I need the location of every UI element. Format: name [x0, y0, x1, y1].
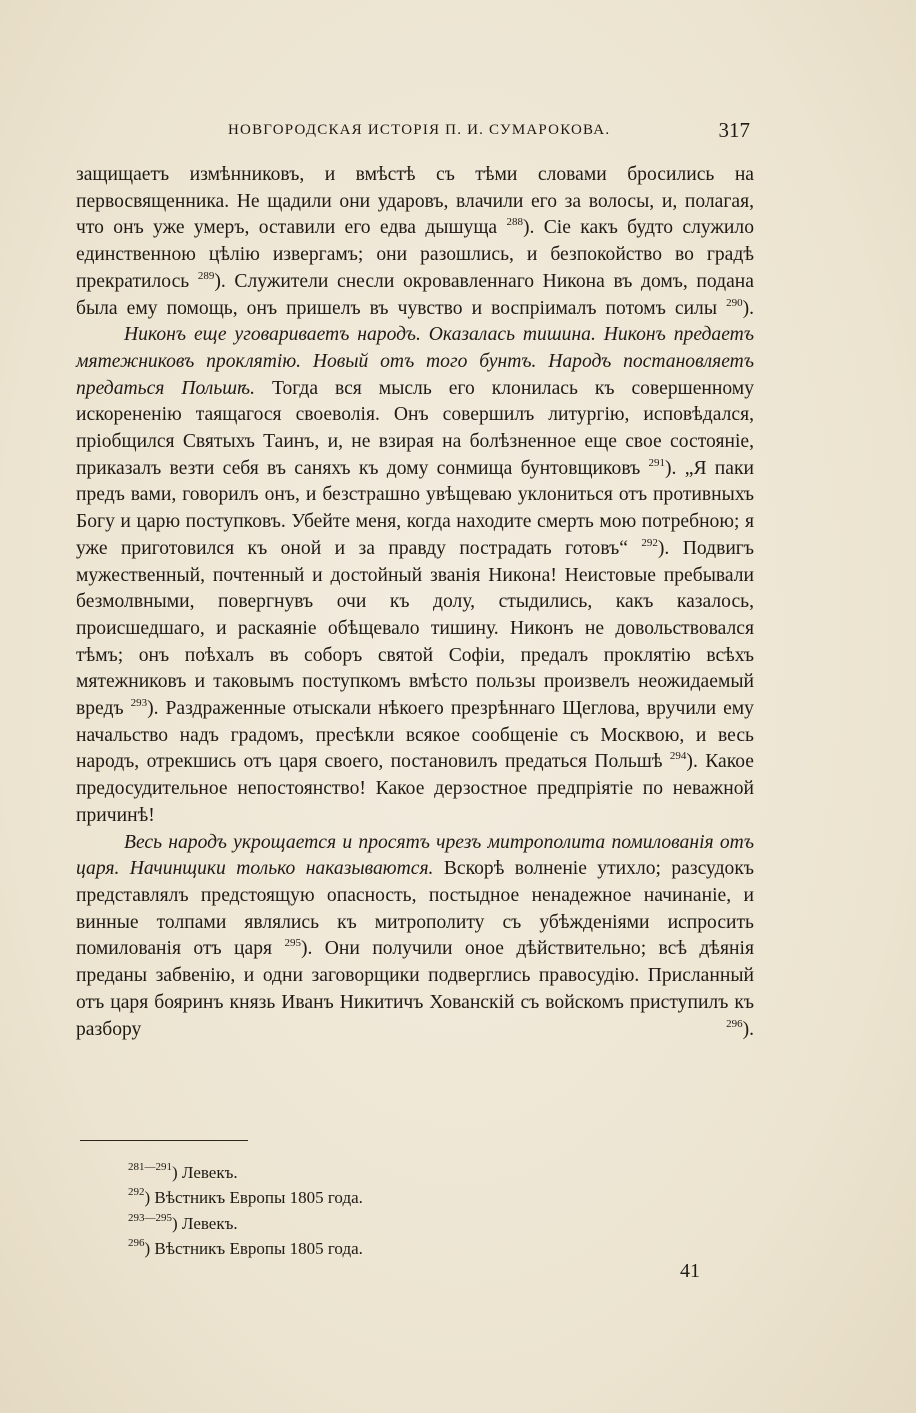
footnote-marker: 290: [726, 296, 743, 309]
footnote-marker: 296: [726, 1017, 743, 1030]
paragraph: [76, 322, 754, 829]
text-run: Тогда вся мысль его клонилась къ совершенному искорененію таящагося своеволія. Онъ совершилъ литургію, исповѣдался, пріобщился Святыхъ Таинъ, и, не взирая на болѣзненное еще свое состояніе, приказалъ везти себя въ саняхъ къ дому сонмища бунтовщиковъ: [76, 377, 754, 479]
text-run: ). Подвигъ мужественный, почтенный и достойный званія Никона! Неистовые пребывали безмолвными, повергнувъ очи къ долу, стыдились, какъ казалось, происшедшаго, и раскаяніе обѣщевало тишину. Никонъ не довольствовался тѣмъ; онъ поѣхалъ въ соборъ святой Софіи, предалъ проклятію всѣхъ мятежниковъ и таковымъ поступкомъ вмѣсто пользы произвелъ неожидаемый вредъ: [76, 537, 754, 720]
text-run: ). Раздраженные отыскали нѣкоего презрѣннаго Щеглова, вручили ему начальство надъ градомъ, пресѣкли всякое сообщеніе съ Москвою, и весь народъ, отрекшись отъ царя своего, постановилъ предаться Польшѣ: [76, 698, 754, 773]
footnote-ref: 281—291: [128, 1161, 172, 1173]
side-heading-text: Никонъ еще уговариваетъ народъ. Оказалась тишина. Никонъ предаетъ мятежниковъ проклятію. Новый отъ того бунтъ. Народъ постановляетъ предаться Польшѣ.: [76, 324, 754, 399]
footnote-ref: 296: [128, 1236, 145, 1249]
page-number: 317: [718, 118, 750, 142]
footnote-text: ) Вѣстникъ Европы 1805 года.: [144, 1238, 363, 1258]
text-run: ).: [742, 297, 754, 319]
footnote-text: ) Левекъ.: [172, 1213, 238, 1233]
footnote-ref: 293—295: [128, 1211, 172, 1224]
footnote-marker: 292: [641, 536, 658, 549]
text-run: Вскорѣ волненіе утихло; разсудокъ представлялъ предстоящую опасность, постыдное ненадежное начинаніе, и винные толпами являлись къ митрополиту съ убѣжденіями испросить помилованія отъ царя: [76, 858, 754, 960]
footnote: [128, 1236, 628, 1261]
footnote-text: ) Вѣстникъ Европы 1805 года.: [144, 1188, 363, 1208]
text-run: ). Служители снесли окровавленнаго Никона въ домъ, подана была ему помощь, онъ пришелъ въ чувство и воспріималъ потомъ силы: [76, 270, 754, 319]
signature-mark: 41: [680, 1260, 700, 1282]
text-run: ). Они получили оное дѣйствительно; всѣ дѣянія преданы забвенію, и одни заговорщики подверглись правосудію. Присланный отъ царя бояринъ князь Иванъ Никитичъ Хованскій съ войскомъ приступилъ къ разбору: [76, 938, 754, 1040]
footnote-marker: 291: [648, 456, 666, 469]
running-head: НОВГОРОДСКАЯ ИСТОРІЯ П. И. СУМАРОКОВА.: [228, 122, 611, 138]
footnote-divider: [80, 1140, 248, 1141]
text-run: защищаетъ измѣнниковъ, и вмѣстѣ съ тѣми словами бросились на первосвященника. Не щадили они ударовъ, влачили его за волосы, и, полагая, что онъ уже умеръ, оставили его едва дышуща: [76, 164, 754, 239]
footnotes: [128, 1160, 628, 1261]
footnote: [128, 1160, 628, 1185]
footnote-marker: 288: [506, 216, 523, 229]
footnote-text: ) Левекъ.: [172, 1163, 238, 1182]
text-run: ). Сіе какъ будто служило единственною цѣлію извергамъ; они разошлись, и безпокойство во градѣ прекратилось: [76, 217, 754, 292]
side-heading-text: Весь народъ укрощается и просятъ чрезъ митрополита помилованія отъ царя. Начинщики только наказываются.: [76, 831, 754, 880]
footnote: [128, 1211, 628, 1236]
footnote-marker: 294: [669, 750, 687, 763]
footnote-marker: 293: [130, 697, 148, 710]
footnote-marker: 289: [197, 269, 215, 282]
footnote-marker: 295: [284, 937, 301, 950]
footnote-ref: 292: [128, 1186, 145, 1199]
page-header: [76, 118, 754, 146]
footnote: [128, 1185, 628, 1210]
text-run: ). „Я паки предъ вами, говорилъ онъ, и безстрашно увѣщеваю уклониться отъ противныхъ Богу и царю поступковъ. Убейте меня, когда находите смерть мою потребною; я уже приготовился къ оной и за правду пострадать готовъ“: [76, 457, 754, 559]
text-run: ). Какое предосудительное непостоянство! Какое дерзостное предпріятіе по неважной причинѣ!: [76, 751, 754, 826]
paragraph: [76, 162, 754, 322]
body-text: [76, 162, 754, 1043]
paragraph: [76, 830, 754, 1044]
text-run: ).: [742, 1018, 754, 1040]
